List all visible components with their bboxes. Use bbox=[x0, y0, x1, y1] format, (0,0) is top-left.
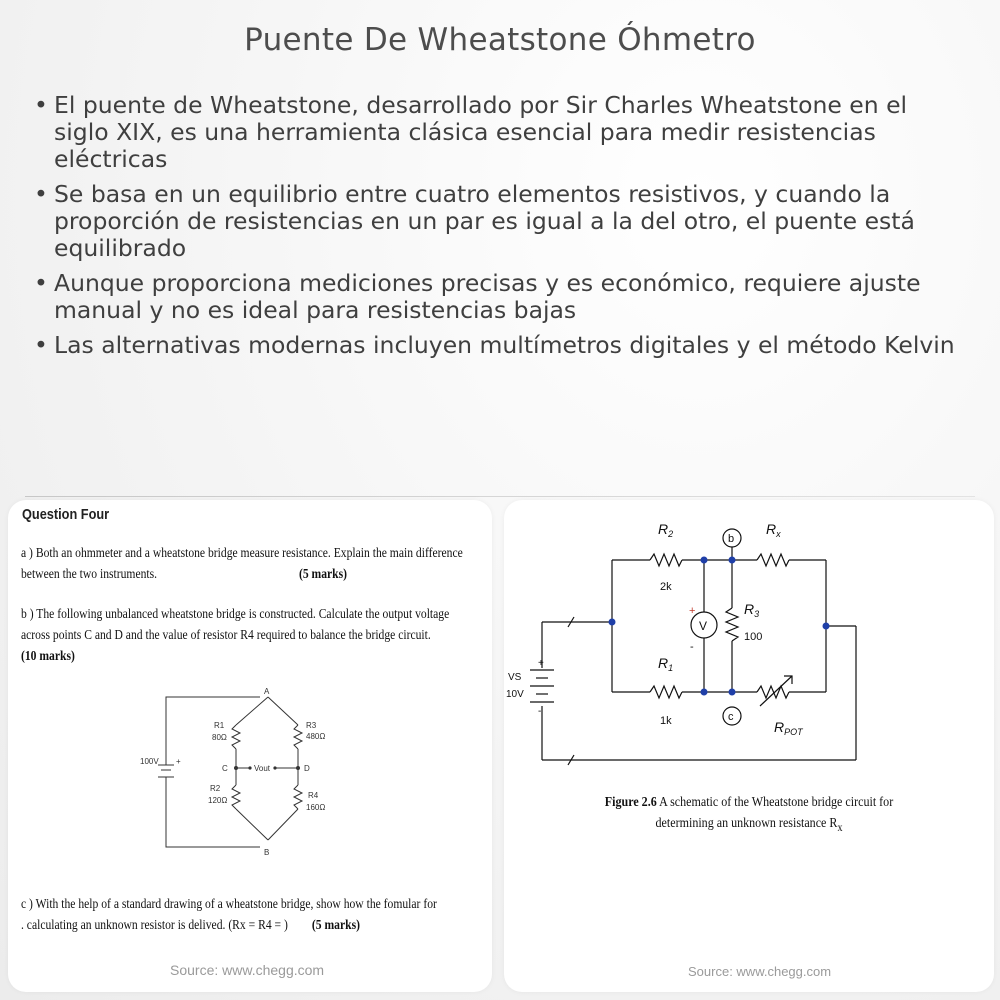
vout-label: Vout bbox=[254, 764, 271, 773]
question-a-line1: a ) Both an ohmmeter and a wheatstone bridge measure resistance. Explain the main difference bbox=[21, 545, 463, 560]
r1-value: 1k bbox=[660, 715, 672, 727]
r2-label: R2 bbox=[210, 784, 221, 793]
node-c-label: c bbox=[728, 711, 734, 723]
schematic-card bbox=[504, 500, 994, 992]
node-label-d: D bbox=[304, 764, 310, 773]
bullet-dot: • bbox=[34, 331, 48, 359]
source-credit: Source: www.chegg.com bbox=[688, 964, 832, 979]
question-b-line2: across points C and D and the value of resistor R4 required to balance the bridge circuit. bbox=[21, 627, 431, 642]
resistor-r4 bbox=[294, 785, 302, 809]
bridge-circuit-diagram bbox=[138, 685, 358, 865]
wire bbox=[268, 809, 298, 840]
node-dot bbox=[234, 766, 238, 770]
question-a-line2: between the two instruments. (5 marks) bbox=[21, 566, 348, 581]
r1-label: $R_1$ bbox=[658, 655, 674, 673]
question-c-line2: . calculating an unknown resistor is delived. (Rx = R4 = ) (5 marks) bbox=[21, 917, 360, 932]
r2-label: $R_2$ bbox=[658, 521, 674, 539]
bullet-item bbox=[30, 92, 965, 173]
wire bbox=[236, 697, 268, 725]
bullet-item bbox=[30, 332, 965, 359]
question-c-marks: (5 marks) bbox=[311, 917, 360, 932]
vs-label: VS bbox=[508, 672, 522, 683]
resistor-rpot bbox=[757, 686, 789, 698]
resistor-r1 bbox=[650, 686, 682, 698]
r3-value: 480Ω bbox=[306, 732, 326, 741]
r2-value: 120Ω bbox=[208, 796, 228, 805]
node-dot bbox=[273, 766, 276, 769]
caption-line1: Figure 2.6 A schematic of the Wheatstone bridge circuit for bbox=[604, 795, 894, 810]
r1-label: R1 bbox=[214, 721, 225, 730]
node-b-label: b bbox=[728, 533, 735, 545]
node-label-a: A bbox=[264, 687, 270, 696]
resistor-r2 bbox=[232, 785, 240, 809]
question-c-line1: c ) With the help of a standard drawing of a wheatstone bridge, show how the fomular for bbox=[21, 896, 437, 911]
rx-label: $R_x$ bbox=[766, 521, 781, 539]
resistor-r1 bbox=[232, 725, 240, 749]
wire bbox=[268, 697, 298, 725]
question-card bbox=[8, 500, 492, 992]
wheatstone-schematic bbox=[504, 500, 994, 790]
junction-dot bbox=[823, 623, 830, 630]
bullet-dot: • bbox=[34, 180, 48, 208]
wire bbox=[236, 809, 268, 840]
bullet-item bbox=[30, 270, 965, 324]
section-divider bbox=[25, 496, 975, 497]
r3-label: $R_3$ bbox=[744, 601, 760, 619]
bullet-item bbox=[30, 181, 965, 262]
wire bbox=[166, 697, 260, 765]
resistor-rx bbox=[757, 554, 789, 566]
node-label-b: B bbox=[264, 848, 270, 857]
bullet-text: Se basa en un equilibrio entre cuatro elementos resistivos, y cuando la proporción de resistencias en un par es igual a la del otro, el puente está equilibrado bbox=[54, 180, 915, 262]
bullet-text: El puente de Wheatstone, desarrollado por Sir Charles Wheatstone en el siglo XIX, es una herramienta clásica esencial para medir resistencias eléctricas bbox=[54, 91, 908, 173]
junction-dot bbox=[701, 689, 708, 696]
junction-dot bbox=[701, 557, 708, 564]
figure-caption bbox=[538, 792, 959, 838]
question-a-marks: (5 marks) bbox=[298, 566, 348, 581]
question-c bbox=[21, 893, 437, 935]
question-b-line1: b ) The following unbalanced wheatstone bridge is constructed. Calculate the output voltage bbox=[21, 606, 450, 621]
question-a bbox=[21, 542, 463, 584]
bullet-dot: • bbox=[34, 269, 48, 297]
battery-plus: + bbox=[538, 658, 544, 669]
junction-dot bbox=[729, 689, 736, 696]
page-title: Puente De Wheatstone Óhmetro bbox=[244, 22, 756, 58]
voltmeter-label: V bbox=[699, 619, 708, 633]
voltmeter-minus: - bbox=[690, 641, 694, 653]
bullet-text: Las alternativas modernas incluyen multímetros digitales y el método Kelvin bbox=[54, 331, 955, 359]
resistor-r3 bbox=[294, 725, 302, 749]
r1-value: 80Ω bbox=[212, 733, 227, 742]
caption-line2: determining an unknown resistance $R_x$ bbox=[655, 816, 843, 834]
rpot-label: $R_{POT}$ bbox=[774, 719, 803, 737]
node-dot bbox=[248, 766, 251, 769]
voltmeter-plus: + bbox=[689, 605, 696, 617]
r3-value: 100 bbox=[744, 631, 763, 643]
question-b-marks: (10 marks) bbox=[21, 648, 75, 663]
battery-minus: - bbox=[538, 706, 542, 717]
bullet-dot: • bbox=[34, 91, 48, 119]
node-label-c: C bbox=[222, 764, 228, 773]
junction-dot bbox=[729, 557, 736, 564]
question-b bbox=[21, 603, 450, 666]
r2-value: 2k bbox=[660, 581, 672, 593]
question-heading: Question Four bbox=[22, 506, 110, 523]
vs-value: 10V bbox=[506, 689, 524, 700]
source-voltage-label: 100V bbox=[140, 757, 159, 766]
junction-dot bbox=[609, 619, 616, 626]
resistor-r2 bbox=[650, 554, 682, 566]
resistor-r3 bbox=[726, 608, 738, 641]
pot-arrow bbox=[760, 676, 792, 706]
r4-value: 160Ω bbox=[306, 803, 326, 812]
r4-label: R4 bbox=[308, 791, 319, 800]
bullet-text: Aunque proporciona mediciones precisas y es económico, requiere ajuste manual y no es ideal para resistencias bajas bbox=[54, 269, 921, 324]
bullet-list bbox=[30, 92, 965, 367]
source-credit: Source: www.chegg.com bbox=[170, 962, 325, 978]
r3-label: R3 bbox=[306, 721, 317, 730]
source-plus-label: + bbox=[176, 757, 181, 766]
node-dot bbox=[296, 766, 300, 770]
